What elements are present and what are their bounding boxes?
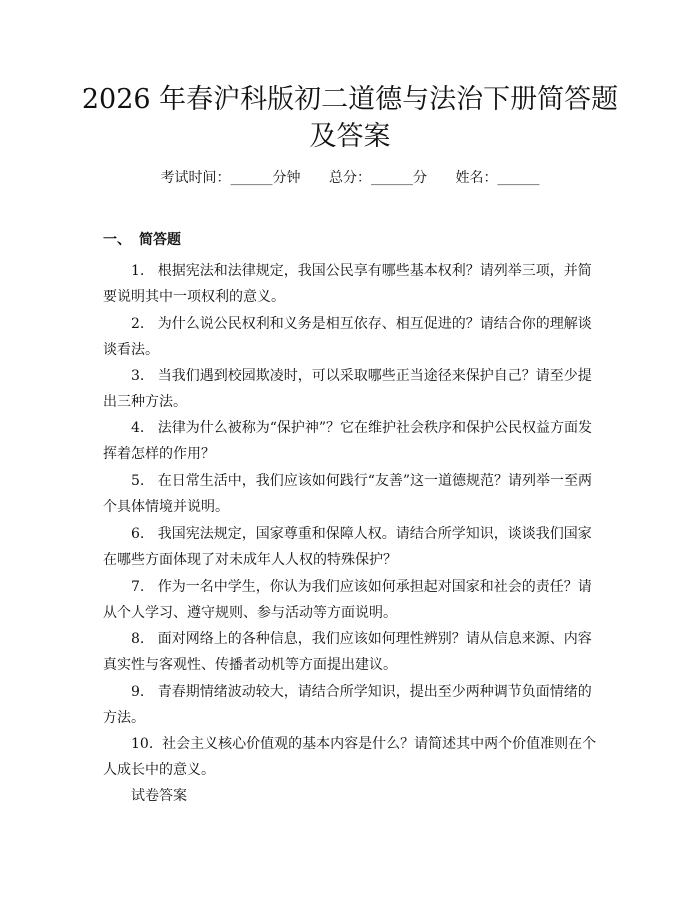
question-number: 7. xyxy=(131,579,145,595)
question-number: 2. xyxy=(131,316,145,332)
question-text: 社会主义核心价值观的基本内容是什么？请简述其中两个价值准则在个人成长中的意义。 xyxy=(103,736,597,778)
question-text: 我国宪法规定，国家尊重和保障人权。请结合所学知识，谈谈我们国家在哪些方面体现了对未成年人人权的特殊保护？ xyxy=(103,526,592,568)
question-number: 1. xyxy=(131,263,145,279)
question-number: 6. xyxy=(131,526,145,542)
question-10 xyxy=(103,731,603,783)
question-text: 法律为什么被称为“保护神”？它在维护社会秩序和保护公民权益方面发挥着怎样的作用？ xyxy=(103,420,593,462)
question-text: 在日常生活中，我们应该如何践行“友善”这一道德规范？请列举一至两个具体情境并说明。 xyxy=(103,473,593,515)
section-number: 一、 xyxy=(103,232,131,248)
section-title: 简答题 xyxy=(139,232,181,248)
question-2 xyxy=(103,311,603,363)
question-number: 4. xyxy=(131,420,145,436)
question-number: 10. xyxy=(131,736,154,752)
exam-info xyxy=(0,168,700,188)
question-3 xyxy=(103,363,603,415)
question-7 xyxy=(103,574,603,626)
question-9 xyxy=(103,679,603,731)
question-text: 面对网络上的各种信息，我们应该如何理性辨别？请从信息来源、内容真实性与客观性、传播者动机等方面提出建议。 xyxy=(103,631,592,673)
answer-section-label: 试卷答案 xyxy=(131,788,187,804)
question-number: 9. xyxy=(131,684,145,700)
question-6 xyxy=(103,521,603,573)
page-title: 2026 年春沪科版初二道德与法治下册简答题 xyxy=(81,84,619,115)
question-1 xyxy=(103,258,603,310)
page-title-continued: 及答案 xyxy=(309,121,391,152)
total-score-field: 总分：______分 xyxy=(329,170,427,186)
question-text: 当我们遇到校园欺凌时，可以采取哪些正当途径来保护自己？请至少提出三种方法。 xyxy=(103,368,592,410)
question-number: 5. xyxy=(131,473,145,489)
exam-time-field: 考试时间：______分钟 xyxy=(160,170,301,186)
question-text: 为什么说公民权利和义务是相互依存、相互促进的？请结合你的理解谈谈看法。 xyxy=(103,316,592,358)
question-5 xyxy=(103,468,603,520)
question-text: 根据宪法和法律规定，我国公民享有哪些基本权利？请列举三项，并简要说明其中一项权利的意义。 xyxy=(103,263,592,305)
section-heading xyxy=(103,230,181,250)
question-number: 8. xyxy=(131,631,145,647)
question-text: 青春期情绪波动较大，请结合所学知识，提出至少两种调节负面情绪的方法。 xyxy=(103,684,592,726)
question-number: 3. xyxy=(131,368,145,384)
question-4 xyxy=(103,415,603,467)
question-text: 作为一名中学生，你认为我们应该如何承担起对国家和社会的责任？请从个人学习、遵守规则、参与活动等方面说明。 xyxy=(103,579,592,621)
question-8 xyxy=(103,626,603,678)
student-name-field: 姓名：______ xyxy=(455,170,540,186)
